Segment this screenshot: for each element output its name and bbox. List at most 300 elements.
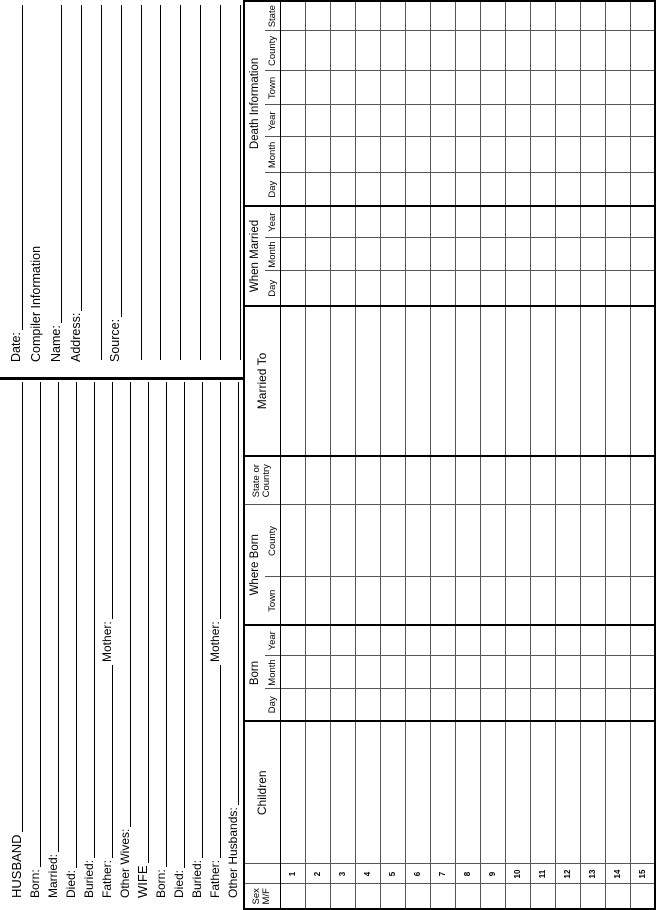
when-married-year-header: Year <box>265 206 280 238</box>
death-county-header: County <box>265 31 280 71</box>
grid-cell <box>330 577 355 625</box>
grid-cell <box>280 71 305 105</box>
grid-cell <box>555 689 580 721</box>
grid-cell <box>555 721 580 864</box>
form-line <box>96 382 114 898</box>
grid-cell <box>580 625 605 656</box>
grid-cell <box>330 173 355 206</box>
form-line <box>24 5 44 362</box>
grid-cell <box>405 238 430 271</box>
grid-cell <box>380 238 405 271</box>
grid-cell <box>330 1 355 31</box>
grid-cell <box>355 456 380 505</box>
blank-fill-line <box>58 382 59 852</box>
grid-cell <box>305 577 330 625</box>
blank-fill-line <box>148 382 149 864</box>
grid-cell <box>505 71 530 105</box>
grid-cell <box>530 456 555 505</box>
grid-cell <box>530 105 555 137</box>
sex-header-line1: Sex <box>250 888 262 905</box>
grid-cell <box>355 71 380 105</box>
grid-cell <box>330 456 355 505</box>
grid-cell <box>280 625 305 656</box>
field-label: Date: <box>9 332 24 362</box>
grid-cell <box>280 656 305 689</box>
grid-cell <box>580 884 605 909</box>
grid-cell <box>530 505 555 577</box>
form-line <box>42 382 60 898</box>
blank-fill-line <box>94 382 95 858</box>
field-label: Other Wives: <box>118 828 132 898</box>
blank-fill-line <box>166 382 167 867</box>
row-number-cell: 1 <box>280 864 305 884</box>
form-line <box>150 382 168 898</box>
grid-cell <box>380 71 405 105</box>
grid-cell <box>305 31 330 71</box>
grid-cell <box>330 884 355 909</box>
grid-cell <box>330 105 355 137</box>
blank-fill-line <box>180 5 181 360</box>
grid-cell <box>280 105 305 137</box>
grid-cell <box>280 456 305 505</box>
grid-cell <box>580 206 605 238</box>
grid-cell <box>405 173 430 206</box>
top-section <box>0 0 243 910</box>
blank-fill-line <box>121 5 122 317</box>
grid-cell <box>480 656 505 689</box>
field-label: Source: <box>108 318 123 362</box>
grid-cell <box>480 505 505 577</box>
grid-cell <box>480 721 505 864</box>
grid-cell <box>505 306 530 456</box>
blank-fill-line <box>22 5 23 330</box>
grid-cell <box>405 206 430 238</box>
grid-cell <box>580 577 605 625</box>
field-label: Born: <box>154 869 168 898</box>
grid-cell <box>280 206 305 238</box>
form-line <box>222 5 242 362</box>
grid-cell <box>455 31 480 71</box>
grid-cell <box>280 577 305 625</box>
grid-cell <box>580 137 605 173</box>
form-line <box>114 382 132 898</box>
grid-cell <box>380 137 405 173</box>
born-month-header: Month <box>265 656 280 689</box>
grid-cell <box>605 173 630 206</box>
grid-cell <box>455 71 480 105</box>
where-born-county-header: County <box>265 505 280 577</box>
grid-cell <box>630 238 655 271</box>
grid-cell <box>555 306 580 456</box>
grid-cell <box>480 689 505 721</box>
grid-cell <box>555 105 580 137</box>
grid-cell <box>405 689 430 721</box>
form-line <box>78 382 96 898</box>
grid-cell <box>555 577 580 625</box>
form-line <box>222 382 240 898</box>
grid-cell <box>555 271 580 306</box>
grid-cell <box>530 689 555 721</box>
grid-cell <box>630 71 655 105</box>
grid-cell <box>280 31 305 71</box>
grid-cell <box>355 656 380 689</box>
grid-cell <box>305 884 330 909</box>
death-month-header: Month <box>265 137 280 173</box>
row-number-cell: 9 <box>480 864 505 884</box>
form-line <box>186 382 204 898</box>
grid-cell <box>530 71 555 105</box>
grid-cell <box>330 238 355 271</box>
grid-cell <box>355 173 380 206</box>
field-label: Mother: <box>208 621 222 662</box>
table-row <box>580 1 605 909</box>
grid-cell <box>555 505 580 577</box>
grid-cell <box>530 721 555 864</box>
grid-cell <box>605 206 630 238</box>
grid-cell <box>355 238 380 271</box>
grid-cell <box>380 105 405 137</box>
field-label: Father: <box>208 859 222 898</box>
grid-cell <box>530 31 555 71</box>
grid-cell <box>630 137 655 173</box>
grid-cell <box>530 137 555 173</box>
grid-cell <box>555 173 580 206</box>
grid-cell <box>330 306 355 456</box>
grid-cell <box>355 271 380 306</box>
field-label: Born: <box>28 869 42 898</box>
grid-cell <box>555 884 580 909</box>
grid-cell <box>455 238 480 271</box>
grid-cell <box>330 31 355 71</box>
grid-cell <box>430 721 455 864</box>
grid-cell <box>605 656 630 689</box>
grid-cell <box>455 306 480 456</box>
grid-cell <box>380 31 405 71</box>
field-label: WIFE <box>135 865 150 898</box>
table-row <box>380 1 405 909</box>
grid-cell <box>480 306 505 456</box>
grid-cell <box>505 505 530 577</box>
grid-cell <box>505 456 530 505</box>
grid-cell <box>330 625 355 656</box>
grid-cell <box>555 71 580 105</box>
grid-cell <box>580 656 605 689</box>
grid-cell <box>605 306 630 456</box>
grid-cell <box>355 206 380 238</box>
blank-fill-line <box>184 382 185 868</box>
grid-cell <box>330 505 355 577</box>
blank-fill-line <box>220 382 221 619</box>
grid-cell <box>405 105 430 137</box>
grid-cell <box>380 206 405 238</box>
table-body <box>280 1 655 909</box>
grid-cell <box>605 137 630 173</box>
husband-wife-section <box>0 380 243 910</box>
grid-cell <box>280 505 305 577</box>
grid-cell <box>455 656 480 689</box>
grid-cell <box>580 31 605 71</box>
grid-cell <box>480 884 505 909</box>
grid-cell <box>305 238 330 271</box>
grid-cell <box>530 306 555 456</box>
grid-cell <box>480 71 505 105</box>
grid-cell <box>430 31 455 71</box>
grid-cell <box>430 206 455 238</box>
table-row <box>530 1 555 909</box>
blank-fill-line <box>141 5 142 360</box>
grid-cell <box>580 689 605 721</box>
grid-cell <box>455 577 480 625</box>
table-row <box>280 1 305 909</box>
grid-cell <box>630 689 655 721</box>
grid-cell <box>455 173 480 206</box>
grid-cell <box>480 271 505 306</box>
grid-cell <box>405 656 430 689</box>
table-row <box>555 1 580 909</box>
grid-cell <box>380 271 405 306</box>
grid-cell <box>580 238 605 271</box>
table-row <box>305 1 330 909</box>
grid-cell <box>355 105 380 137</box>
grid-cell <box>480 625 505 656</box>
grid-cell <box>580 105 605 137</box>
grid-cell <box>405 137 430 173</box>
where-born-group-header: Where Born <box>244 505 265 625</box>
grid-cell <box>355 689 380 721</box>
grid-cell <box>430 656 455 689</box>
grid-cell <box>505 173 530 206</box>
grid-cell <box>380 721 405 864</box>
grid-cell <box>330 721 355 864</box>
grid-cell <box>630 173 655 206</box>
grid-cell <box>505 31 530 71</box>
grid-cell <box>330 689 355 721</box>
born-year-header: Year <box>265 625 280 656</box>
grid-cell <box>455 271 480 306</box>
grid-cell <box>505 105 530 137</box>
grid-cell <box>455 689 480 721</box>
grid-cell <box>530 238 555 271</box>
row-number-cell: 10 <box>505 864 530 884</box>
grid-cell <box>530 206 555 238</box>
grid-cell <box>430 238 455 271</box>
grid-cell <box>505 137 530 173</box>
row-number-cell: 8 <box>455 864 480 884</box>
grid-cell <box>530 625 555 656</box>
grid-cell <box>380 456 405 505</box>
grid-cell <box>305 505 330 577</box>
grid-cell <box>380 656 405 689</box>
grid-cell <box>355 884 380 909</box>
grid-cell <box>355 31 380 71</box>
grid-cell <box>355 721 380 864</box>
grid-cell <box>355 577 380 625</box>
grid-cell <box>555 137 580 173</box>
grid-cell <box>480 1 505 31</box>
field-label: Other Husbands: <box>226 807 240 898</box>
grid-cell <box>630 505 655 577</box>
blank-fill-line <box>22 382 23 832</box>
grid-cell <box>430 105 455 137</box>
when-married-day-header: Day <box>265 271 280 306</box>
form-line <box>4 5 24 362</box>
grid-cell <box>605 238 630 271</box>
grid-cell <box>580 505 605 577</box>
born-day-header: Day <box>265 689 280 721</box>
blank-fill-line <box>238 382 239 805</box>
grid-cell <box>330 271 355 306</box>
form-line <box>168 382 186 898</box>
when-married-month-header: Month <box>265 238 280 271</box>
grid-cell <box>480 577 505 625</box>
row-number-cell: 13 <box>580 864 605 884</box>
grid-cell <box>630 306 655 456</box>
field-label: Died: <box>172 869 186 898</box>
grid-cell <box>430 71 455 105</box>
grid-cell <box>555 656 580 689</box>
grid-cell <box>630 31 655 71</box>
field-label: Address: <box>68 312 83 362</box>
grid-cell <box>605 625 630 656</box>
field-label: Father: <box>100 859 114 898</box>
form-line <box>132 382 150 898</box>
death-information-group-header: Death Information <box>244 1 265 206</box>
grid-cell <box>305 656 330 689</box>
field-label: Name: <box>48 325 63 362</box>
grid-cell <box>405 71 430 105</box>
death-year-header: Year <box>265 105 280 137</box>
grid-cell <box>430 505 455 577</box>
grid-cell <box>430 173 455 206</box>
grid-cell <box>505 1 530 31</box>
grid-cell <box>305 137 330 173</box>
table-row <box>405 1 430 909</box>
grid-cell <box>380 306 405 456</box>
grid-cell <box>605 456 630 505</box>
blank-fill-line <box>112 665 113 858</box>
header-group-row <box>244 1 265 909</box>
form-line <box>60 382 78 898</box>
grid-cell <box>355 1 380 31</box>
grid-cell <box>305 456 330 505</box>
grid-cell <box>355 625 380 656</box>
grid-cell <box>605 884 630 909</box>
grid-cell <box>405 505 430 577</box>
grid-cell <box>480 206 505 238</box>
grid-cell <box>530 656 555 689</box>
grid-cell <box>330 137 355 173</box>
grid-cell <box>555 238 580 271</box>
grid-cell <box>305 271 330 306</box>
blank-fill-line <box>40 382 41 867</box>
grid-cell <box>280 271 305 306</box>
grid-cell <box>580 306 605 456</box>
field-label: Married: <box>46 853 60 898</box>
grid-cell <box>530 884 555 909</box>
blank-fill-line <box>200 5 201 360</box>
grid-cell <box>630 456 655 505</box>
grid-cell <box>305 721 330 864</box>
blank-fill-line <box>202 382 203 858</box>
form-line <box>44 5 64 362</box>
row-number-cell: 4 <box>355 864 380 884</box>
table-row <box>605 1 630 909</box>
grid-cell <box>630 271 655 306</box>
grid-cell <box>305 71 330 105</box>
grid-cell <box>605 271 630 306</box>
compiler-section <box>0 0 243 380</box>
grid-cell <box>405 577 430 625</box>
grid-cell <box>380 689 405 721</box>
grid-cell <box>455 206 480 238</box>
grid-cell <box>505 238 530 271</box>
grid-cell <box>305 105 330 137</box>
form-line <box>143 5 163 362</box>
row-number-cell: 14 <box>605 864 630 884</box>
grid-cell <box>505 884 530 909</box>
form-line <box>24 382 42 898</box>
grid-cell <box>505 577 530 625</box>
grid-cell <box>280 306 305 456</box>
table-row <box>630 1 655 909</box>
grid-cell <box>330 71 355 105</box>
row-number-cell: 2 <box>305 864 330 884</box>
death-town-header: Town <box>265 71 280 105</box>
table-row <box>355 1 380 909</box>
grid-cell <box>455 1 480 31</box>
grid-cell <box>580 1 605 31</box>
table-header <box>244 1 280 909</box>
row-number-cell: 15 <box>630 864 655 884</box>
grid-cell <box>630 656 655 689</box>
blank-fill-line <box>61 5 62 323</box>
grid-cell <box>430 689 455 721</box>
grid-cell <box>505 656 530 689</box>
grid-cell <box>555 625 580 656</box>
when-married-group-header: When Married <box>244 206 265 306</box>
grid-cell <box>505 271 530 306</box>
grid-cell <box>355 505 380 577</box>
grid-cell <box>455 625 480 656</box>
grid-cell <box>530 271 555 306</box>
table-row <box>430 1 455 909</box>
grid-cell <box>280 173 305 206</box>
grid-cell <box>580 173 605 206</box>
form-line <box>182 5 202 362</box>
grid-cell <box>605 721 630 864</box>
grid-cell <box>630 625 655 656</box>
grid-cell <box>405 271 430 306</box>
grid-cell <box>280 689 305 721</box>
field-label: Buried: <box>190 859 204 898</box>
grid-cell <box>605 505 630 577</box>
row-number-cell: 3 <box>330 864 355 884</box>
grid-cell <box>455 456 480 505</box>
grid-cell <box>380 1 405 31</box>
grid-cell <box>555 456 580 505</box>
grid-cell <box>455 721 480 864</box>
field-label: Buried: <box>82 859 96 898</box>
field-label: Compiler Information <box>29 245 44 362</box>
grid-cell <box>430 271 455 306</box>
grid-cell <box>380 625 405 656</box>
children-table <box>243 0 656 910</box>
field-label: Mother: <box>100 621 114 662</box>
grid-cell <box>430 1 455 31</box>
grid-cell <box>630 577 655 625</box>
blank-fill-line <box>160 5 161 360</box>
grid-cell <box>630 884 655 909</box>
